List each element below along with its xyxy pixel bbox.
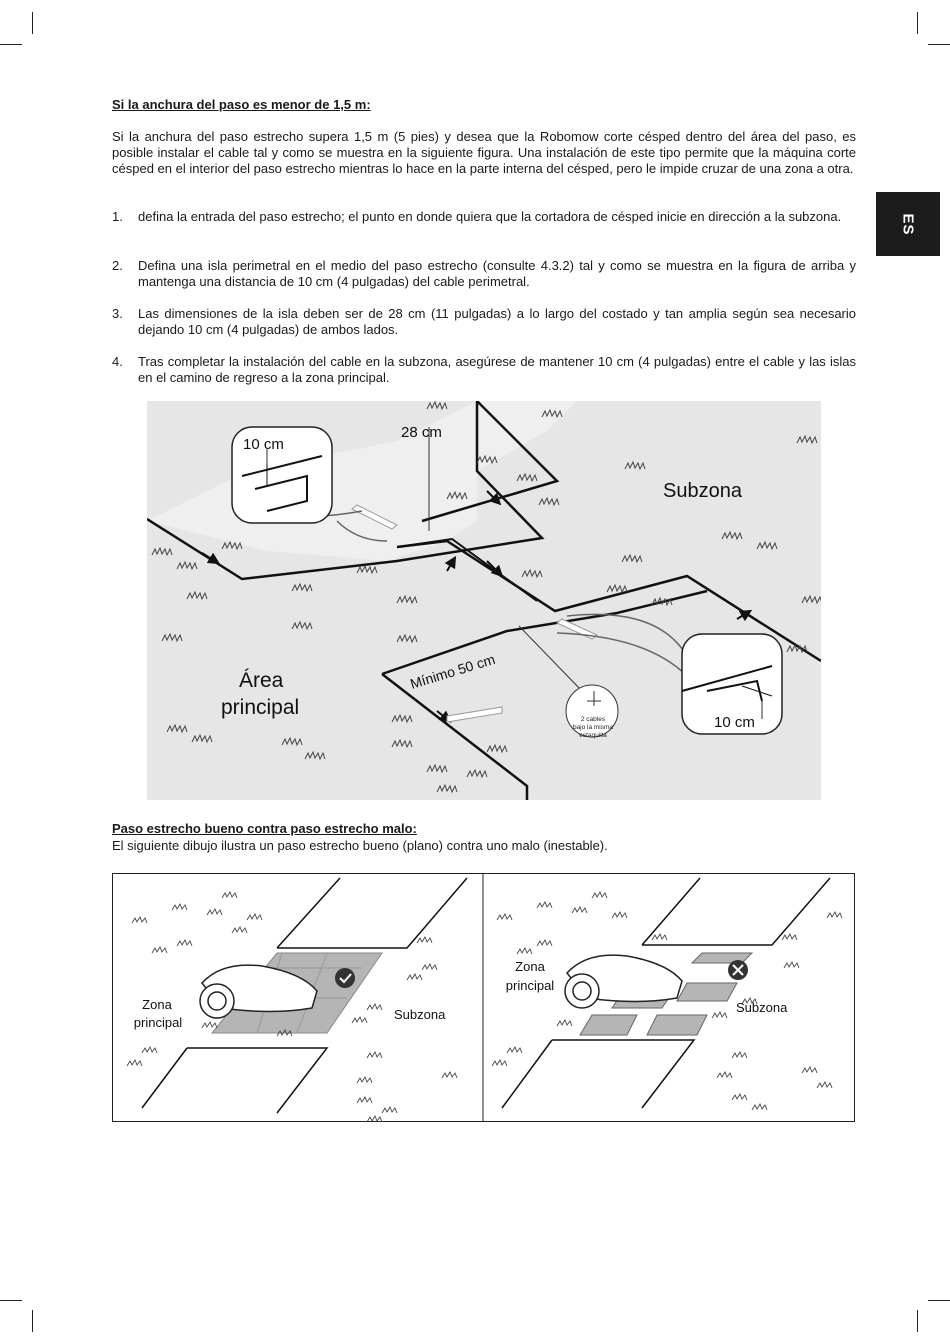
label-subzona: Subzona bbox=[663, 480, 742, 502]
crop-mark bbox=[32, 1310, 33, 1332]
label-10cm-bottom: 10 cm bbox=[714, 714, 755, 731]
good-subzona-label: Subzona bbox=[394, 1007, 446, 1022]
list-number: 4. bbox=[112, 354, 123, 369]
section-heading: Si la anchura del paso es menor de 1,5 m: bbox=[112, 97, 371, 112]
crop-mark bbox=[32, 12, 33, 34]
list-text: Tras completar la instalación del cable en la subzona, asegúrese de mantener 10 cm (4 pulgadas) entre el cable y las islas en el camino de regreso a la zona principal. bbox=[138, 354, 856, 385]
list-text: Defina una isla perimetral en el medio del paso estrecho (consulte 4.3.2) tal y como se muestra en la figura de arriba y mantenga una distancia de 10 cm (4 pulgadas) del cable perimetral. bbox=[138, 258, 856, 289]
label-principal: principal bbox=[221, 696, 300, 719]
language-tab bbox=[876, 192, 940, 256]
callout-line: 2 cables bbox=[580, 716, 606, 723]
bad-subzona-label: Subzona bbox=[736, 1000, 788, 1015]
intro-paragraph: El siguiente dibujo ilustra un paso estrecho bueno (plano) contra uno malo (inestable). bbox=[112, 838, 608, 853]
list-number: 3. bbox=[112, 306, 123, 321]
list-number: 2. bbox=[112, 258, 123, 273]
callout-line: bajo la misma bbox=[572, 724, 614, 731]
label-area: Área bbox=[239, 669, 284, 692]
label-minimo: Mínimo 50 cm bbox=[408, 650, 497, 692]
language-tab-label: ES bbox=[899, 212, 917, 236]
narrow-passage-diagram bbox=[147, 401, 821, 800]
crop-mark bbox=[917, 12, 918, 34]
list-text: Las dimensiones de la isla deben ser de 28 cm (11 pulgadas) a lo largo del costado y tan amplia según sea necesario dejando 10 cm (4 pulgadas) de ambos lados. bbox=[138, 306, 856, 337]
good-principal-label: principal bbox=[133, 1015, 183, 1030]
section-heading: Paso estrecho bueno contra paso estrecho malo: bbox=[112, 821, 417, 836]
list-number: 1. bbox=[112, 209, 123, 224]
callout-line: estaquilla bbox=[579, 732, 607, 739]
good-vs-bad-passage-figure bbox=[112, 873, 855, 1122]
crop-mark bbox=[928, 1300, 950, 1301]
crop-mark bbox=[917, 1310, 918, 1332]
list-text: defina la entrada del paso estrecho; el punto en donde quiera que la cortadora de césped inicie en dirección a la subzona. bbox=[138, 209, 842, 224]
good-zona-label: Zona bbox=[142, 997, 172, 1012]
bad-principal-label: principal bbox=[505, 978, 555, 993]
crop-mark bbox=[928, 44, 950, 45]
intro-paragraph: Si la anchura del paso estrecho supera 1,5 m (5 pies) y desea que la Robomow corte césped dentro del área del paso, es posible instalar el cable tal y como se muestra en la siguiente figura. Una instalación de este tipo permite que la máquina corte césped en el interior del paso estrecho mientras lo hace en la parte interna del césped, pero le impide cruzar de una zona a otra. bbox=[112, 129, 856, 176]
crop-mark bbox=[0, 1300, 22, 1301]
label-10cm-top: 10 cm bbox=[243, 436, 284, 453]
crop-mark bbox=[0, 44, 22, 45]
bad-zona-label: Zona bbox=[515, 959, 545, 974]
label-28cm: 28 cm bbox=[401, 424, 442, 441]
